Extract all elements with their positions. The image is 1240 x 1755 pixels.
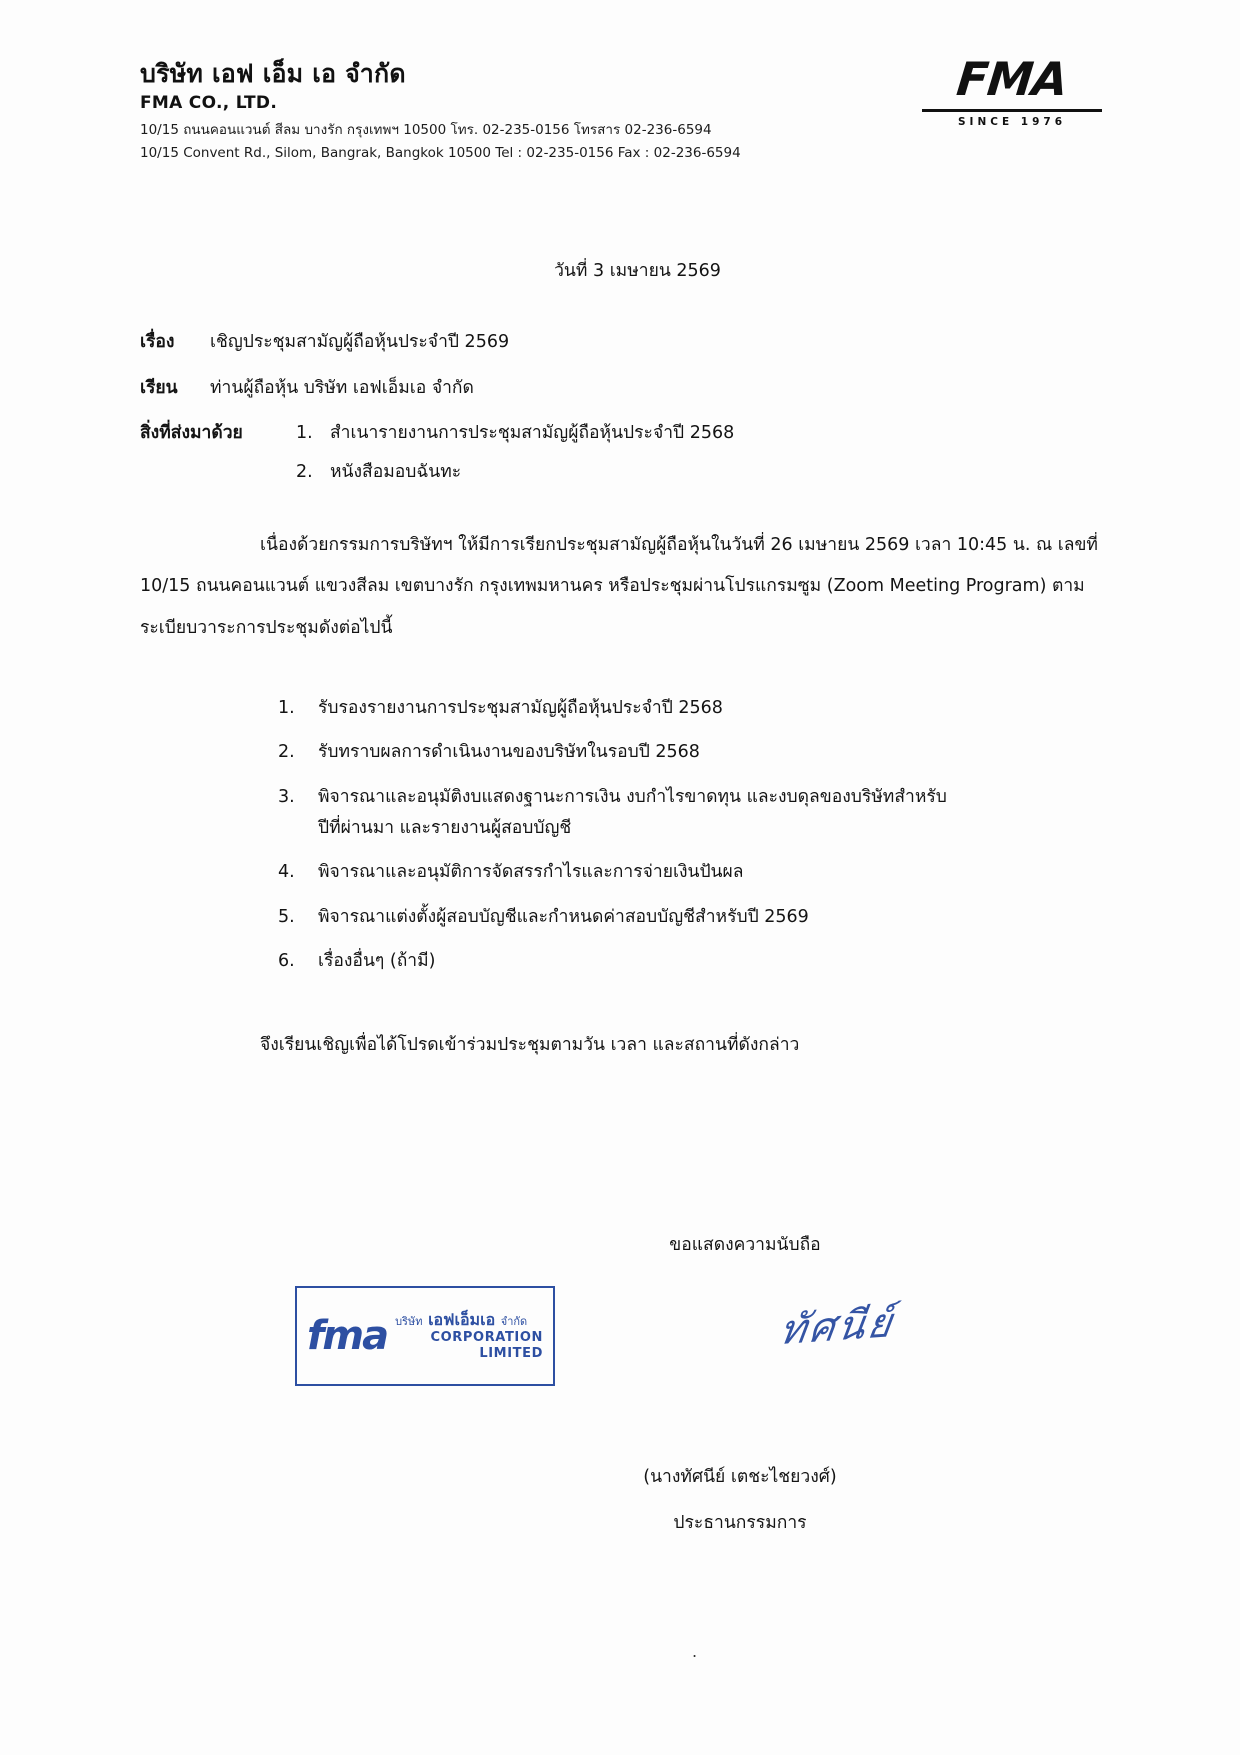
closing-paragraph: จึงเรียนเชิญเพื่อได้โปรดเข้าร่วมประชุมตามวัน เวลา และสถานที่ดังกล่าว <box>260 1035 800 1055</box>
signature-row <box>140 1266 1105 1456</box>
recipient-value: ท่านผู้ถือหุ้น บริษัท เอฟเอ็มเอ จำกัด <box>210 377 474 398</box>
stamp-thai-line <box>395 1310 543 1330</box>
agenda-number: 2. <box>278 742 295 763</box>
company-stamp <box>295 1286 555 1386</box>
stamp-thai-prefix: บริษัท <box>395 1314 423 1328</box>
stamp-wordmark: fma <box>307 1313 388 1359</box>
enclosure-number: 1. <box>296 422 313 443</box>
list-item <box>296 417 1105 450</box>
agenda-text: พิจารณาแต่งตั้งผู้สอบบัญชีและกำหนดค่าสอบบัญชีสำหรับปี 2569 <box>318 906 809 927</box>
signature-block <box>140 1230 1105 1536</box>
agenda-text: พิจารณาและอนุมัติการจัดสรรกำไรและการจ่ายเงินปันผล <box>318 862 744 883</box>
enclosure-text: สำเนารายงานการประชุมสามัญผู้ถือหุ้นประจำปี 2568 <box>330 422 735 443</box>
address-thai: 10/15 ถนนคอนแวนต์ สีลม บางรัก กรุงเทพฯ 10500 โทร. 02-235-0156 โทรสาร 02-236-6594 <box>140 122 712 139</box>
signer-title: ประธานกรรมการ <box>673 1513 807 1533</box>
agenda-number: 6. <box>278 951 295 972</box>
list-item <box>278 857 1105 888</box>
letter-body <box>140 255 1105 1062</box>
enclosure-row <box>140 417 1105 496</box>
letter-date: วันที่ 3 เมษายน 2569 <box>554 261 721 281</box>
company-name-english: FMA CO., LTD. <box>140 93 278 114</box>
list-item <box>278 902 1105 933</box>
recipient-label: เรียน <box>140 377 178 398</box>
list-item <box>278 693 1105 724</box>
logo-since-text: SINCE 1976 <box>957 116 1066 128</box>
enclosure-number: 2. <box>296 462 313 482</box>
subject-value: เชิญประชุมสามัญผู้ถือหุ้นประจำปี 2569 <box>210 332 510 353</box>
logo-wordmark: FMA <box>954 52 1070 106</box>
logo-divider <box>922 109 1102 112</box>
recipient-row <box>140 372 1105 405</box>
list-item <box>278 946 1105 977</box>
enclosure-list-wrap <box>288 417 1105 496</box>
company-name-thai: บริษัท เอฟ เอ็ม เอ จำกัด <box>140 59 406 88</box>
stamp-inner <box>307 1294 543 1378</box>
company-logo <box>922 52 1102 128</box>
agenda-text: พิจารณาและอนุมัติงบแสดงฐานะการเงิน งบกำไรขาดทุน และงบดุลของบริษัทสำหรับ <box>318 786 947 807</box>
list-item <box>296 456 1105 489</box>
enclosure-text: หนังสือมอบฉันทะ <box>330 462 462 482</box>
enclosure-list <box>296 417 1105 490</box>
agenda-text: เรื่องอื่นๆ (ถ้ามี) <box>318 951 436 972</box>
agenda-text-wrap <box>318 782 1105 843</box>
agenda-number: 1. <box>278 697 295 718</box>
agenda-list <box>140 693 1105 977</box>
subject-label: เรื่อง <box>140 332 175 353</box>
footer-mark: . <box>692 1642 698 1661</box>
enclosure-label: สิ่งที่ส่งมาด้วย <box>140 422 243 443</box>
list-item <box>278 737 1105 768</box>
agenda-text-continued: ปีที่ผ่านมา และรายงานผู้สอบบัญชี <box>318 817 572 838</box>
handwritten-signature: ทัศนีย์ <box>776 1299 898 1355</box>
stamp-text-group <box>395 1310 543 1363</box>
stamp-english-line2: LIMITED <box>479 1346 543 1361</box>
list-item <box>278 782 1105 843</box>
agenda-number: 3. <box>278 786 295 807</box>
subject-row <box>140 326 1105 359</box>
stamp-thai-main: เอฟเอ็มเอ <box>428 1309 496 1329</box>
regards-text: ขอแสดงความนับถือ <box>669 1235 821 1255</box>
intro-paragraph: เนื่องด้วยกรรมการบริษัทฯ ให้มีการเรียกประชุมสามัญผู้ถือหุ้นในวันที่ 26 เมษายน 2569 เวลา 10:45 น. ณ เลขที่ 10/15 ถนนคอนแวนต์ แขวงสีลม เขตบางรัก กรุงเทพมหานคร หรือประชุมผ่านโปรแกรมซูม (Zoom Meeting Program) ตามระเบียบวาระการประชุมดังต่อไปนี้ <box>140 535 1098 638</box>
stamp-english-line1: CORPORATION <box>430 1329 543 1345</box>
address-english: 10/15 Convent Rd., Silom, Bangrak, Bangkok 10500 Tel : 02-235-0156 Fax : 02-236-6594 <box>140 144 741 161</box>
signer-name: (นางทัศนีย์ เตชะไชยวงศ์) <box>643 1467 837 1487</box>
agenda-text: รับรองรายงานการประชุมสามัญผู้ถือหุ้นประจำปี 2568 <box>318 697 723 718</box>
stamp-thai-suffix: จำกัด <box>500 1314 528 1328</box>
agenda-number: 5. <box>278 906 295 927</box>
agenda-text: รับทราบผลการดำเนินงานของบริษัทในรอบปี 2568 <box>318 742 700 763</box>
agenda-number: 4. <box>278 862 295 883</box>
